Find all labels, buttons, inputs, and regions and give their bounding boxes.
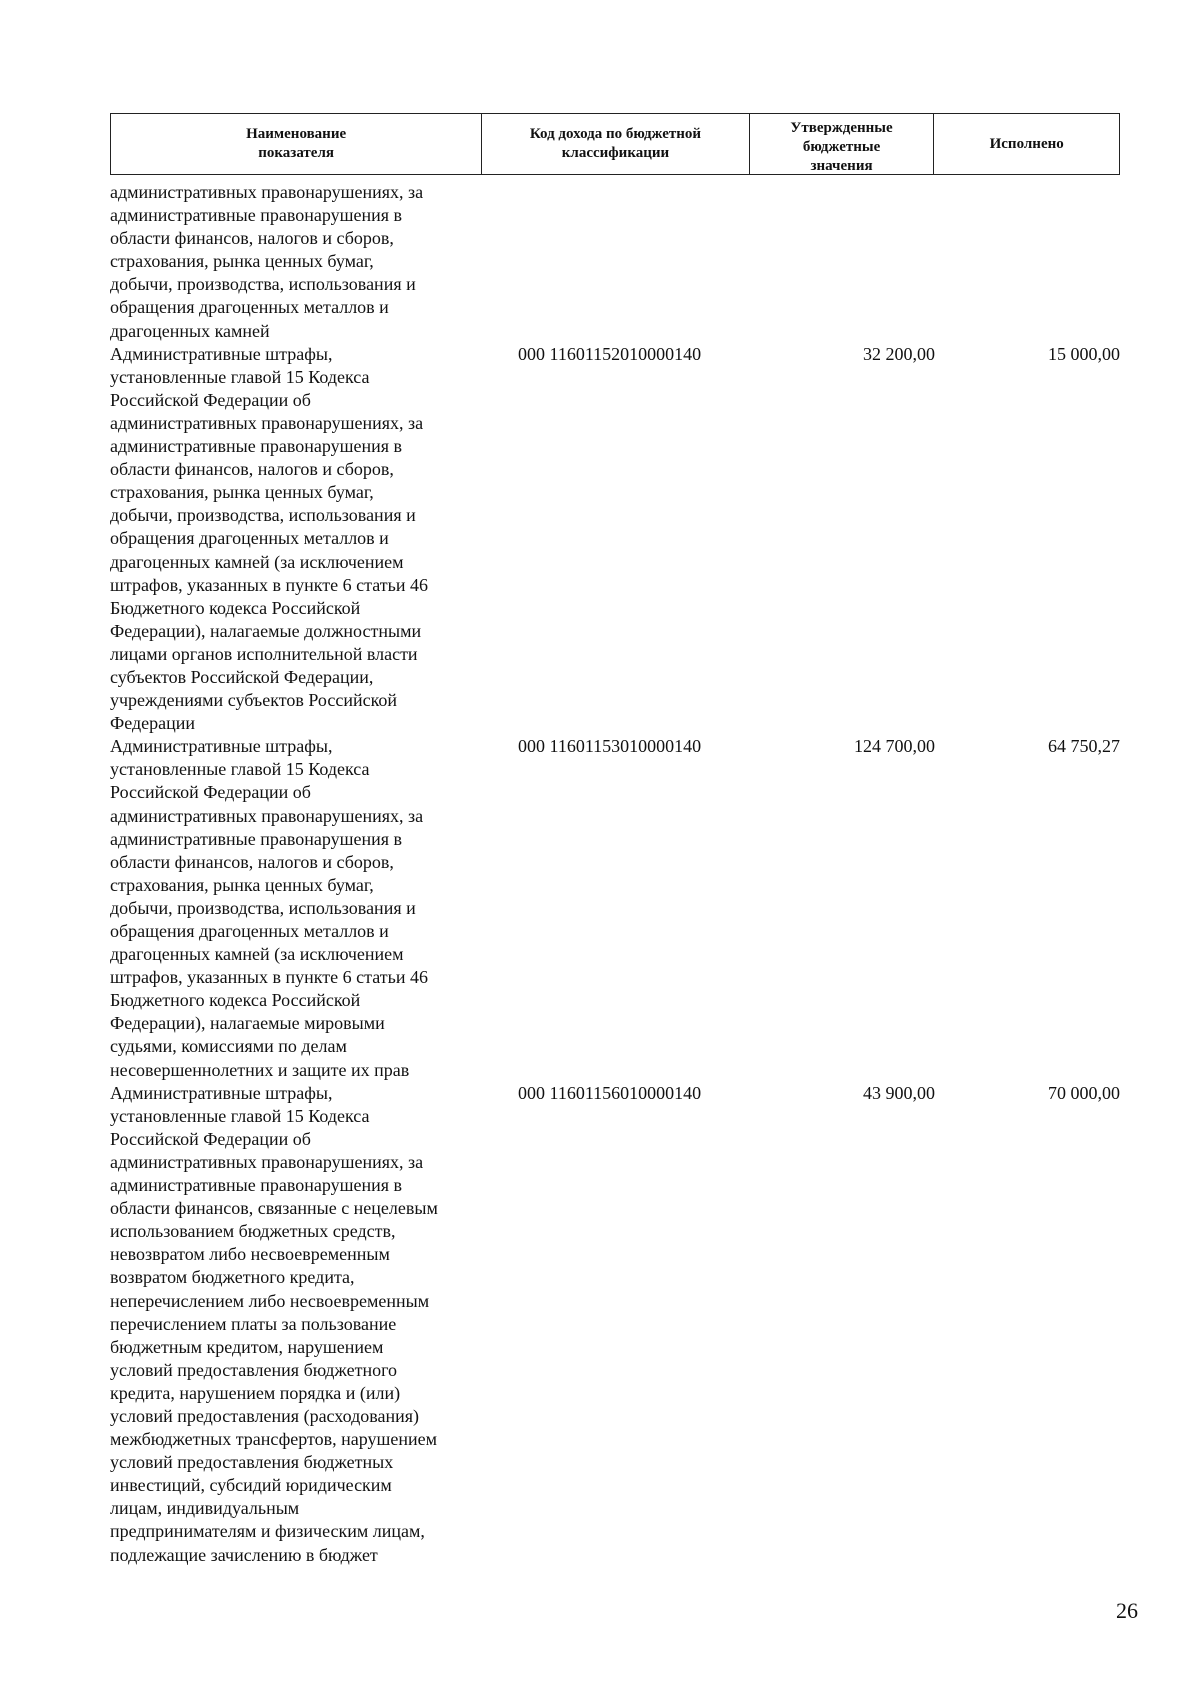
table-body bbox=[110, 181, 1120, 1567]
header-col1-line2: показателя bbox=[258, 145, 334, 161]
header-col2-line1: Код дохода по бюджетной bbox=[529, 126, 702, 142]
header-approved-values bbox=[750, 114, 935, 174]
header-income-code bbox=[482, 114, 749, 174]
continuation-row bbox=[110, 181, 1120, 343]
row-income-code: 000 11601156010000140 bbox=[518, 1082, 702, 1103]
header-col3-line1: Утвержденные bbox=[790, 119, 893, 136]
row-approved-value: 43 900,00 bbox=[863, 1082, 935, 1103]
row-indicator-name: Административные штрафы, установленные главой 15 Кодекса Российской Федерации об административных правонарушениях, за административные правонарушения в области финансов, налогов и сборов, страхования, рынка ценных бумаг, добычи, производства, использования и обращения драгоценных металлов и драгоценных камней (за исключением штрафов, указанных в пункте 6 статьи 46 Бюджетного кодекса Российской Федерации), налагаемые должностными лицами органов исполнительной власти субъектов Российской Федерации, учреждениями субъектов Российской Федерации bbox=[110, 343, 428, 734]
row-approved-value: 124 700,00 bbox=[854, 736, 935, 757]
row-income-code: 000 11601153010000140 bbox=[518, 736, 702, 757]
header-indicator-name bbox=[111, 114, 482, 174]
table-header bbox=[110, 113, 1120, 175]
header-col3-line3: значения bbox=[810, 157, 873, 174]
header-col4-line1: Исполнено bbox=[989, 135, 1064, 152]
row-indicator-name: Административные штрафы, установленные главой 15 Кодекса Российской Федерации об административных правонарушениях, за административные правонарушения в области финансов, связанные с нецелевым использованием бюджетных средств, невозвратом либо несвоевременным возвратом бюджетного кредита, неперечислением либо несвоевременным перечислением платы за пользование бюджетным кредитом, нарушением условий предоставления бюджетного кредита, нарушением порядка и (или) условий предоставления (расходования) межбюджетных трансфертов, нарушением условий предоставления бюджетных инвестиций, субсидий юридическим лицам, индивидуальным предпринимателям и физическим лицам, подлежащие зачислению в бюджет bbox=[110, 1082, 438, 1565]
table-row bbox=[110, 735, 1120, 1081]
header-col2-line2: классификации bbox=[561, 145, 670, 161]
header-executed bbox=[934, 114, 1119, 174]
row-executed-value: 70 000,00 bbox=[1048, 1082, 1120, 1103]
header-col1-line1: Наименование bbox=[246, 126, 347, 142]
header-col3-line2: бюджетные bbox=[802, 138, 881, 155]
page-number: 26 bbox=[1116, 1598, 1138, 1623]
row-income-code: 000 11601152010000140 bbox=[518, 343, 702, 364]
row-indicator-name: Административные штрафы, установленные главой 15 Кодекса Российской Федерации об административных правонарушениях, за административные правонарушения в области финансов, налогов и сборов, страхования, рынка ценных бумаг, добычи, производства, использования и обращения драгоценных металлов и драгоценных камней (за исключением штрафов, указанных в пункте 6 статьи 46 Бюджетного кодекса Российской Федерации), налагаемые мировыми судьями, комиссиями по делам несовершеннолетних и защите их прав bbox=[110, 736, 428, 1080]
table-row bbox=[110, 343, 1120, 736]
table-row bbox=[110, 1082, 1120, 1567]
continuation-text: административных правонарушениях, за административные правонарушения в области финансов, налогов и сборов, страхования, рынка ценных бумаг, добычи, производства, использования и обращения драгоценных металлов и драгоценных камней bbox=[110, 182, 424, 341]
row-executed-value: 64 750,27 bbox=[1048, 736, 1120, 757]
row-approved-value: 32 200,00 bbox=[863, 343, 935, 364]
row-executed-value: 15 000,00 bbox=[1048, 343, 1120, 364]
